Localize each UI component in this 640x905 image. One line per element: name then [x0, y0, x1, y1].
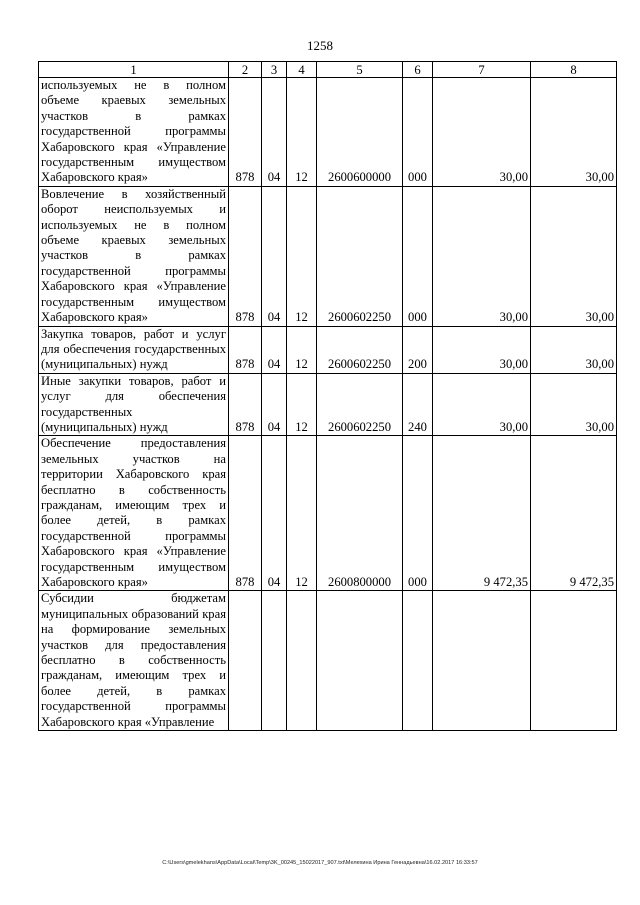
file-path-footer: C:\Users\gmelekhans\AppData\Local\Temp\3K_00245_15022017_907.txt\Мелехина Ирина Геннадьевна\16.02.2017 16:33:57 [162, 860, 478, 866]
cell-target-code: 2600602250 [317, 373, 403, 436]
cell-admin-code [229, 591, 262, 731]
header-row [39, 62, 617, 78]
column-header: 8 [531, 62, 617, 78]
cell-subsection: 12 [287, 78, 317, 187]
cell-section: 04 [262, 78, 287, 187]
column-header: 1 [39, 62, 229, 78]
cell-expense-type: 240 [403, 373, 433, 436]
cell-amount-2: 30,00 [531, 186, 617, 326]
cell-amount-1: 30,00 [433, 373, 531, 436]
cell-amount-2: 9 472,35 [531, 436, 617, 591]
cell-admin-code: 878 [229, 78, 262, 187]
cell-expense-type: 000 [403, 78, 433, 187]
cell-expense-type: 000 [403, 186, 433, 326]
cell-subsection: 12 [287, 326, 317, 373]
cell-amount-2: 30,00 [531, 326, 617, 373]
cell-section: 04 [262, 326, 287, 373]
cell-admin-code: 878 [229, 373, 262, 436]
column-header: 3 [262, 62, 287, 78]
column-header: 6 [403, 62, 433, 78]
cell-target-code: 2600602250 [317, 186, 403, 326]
cell-amount-2 [531, 591, 617, 731]
cell-amount-1: 30,00 [433, 78, 531, 187]
column-header: 4 [287, 62, 317, 78]
table-row [39, 436, 617, 591]
cell-subsection: 12 [287, 373, 317, 436]
cell-section [262, 591, 287, 731]
row-name: используемых не в полном объеме краевых земельных участков в рамках государственной программы Хабаровского края «Управление государственным имуществом Хабаровского края» [39, 78, 229, 187]
column-header: 7 [433, 62, 531, 78]
cell-expense-type [403, 591, 433, 731]
cell-section: 04 [262, 186, 287, 326]
cell-admin-code: 878 [229, 186, 262, 326]
cell-expense-type: 200 [403, 326, 433, 373]
column-header: 2 [229, 62, 262, 78]
cell-target-code [317, 591, 403, 731]
cell-amount-1 [433, 591, 531, 731]
cell-subsection: 12 [287, 436, 317, 591]
cell-target-code: 2600602250 [317, 326, 403, 373]
cell-expense-type: 000 [403, 436, 433, 591]
row-name: Вовлечение в хозяйственный оборот неиспользуемых и используемых не в полном объеме краевых земельных участков в рамках государственной программы Хабаровского края «Управление государственным имуществом Хабаровского края» [39, 186, 229, 326]
cell-amount-1: 30,00 [433, 326, 531, 373]
cell-admin-code: 878 [229, 326, 262, 373]
table-row [39, 326, 617, 373]
page-number: 1258 [307, 38, 333, 53]
row-name: Иные закупки товаров, работ и услуг для обеспечения государственных (муниципальных) нужд [39, 373, 229, 436]
table-row [39, 186, 617, 326]
row-name: Закупка товаров, работ и услуг для обеспечения государственных (муниципальных) нужд [39, 326, 229, 373]
row-name: Обеспечение предоставления земельных участков на территории Хабаровского края бесплатно в собственность гражданам, имеющим трех и более детей, в рамках государственной программы Хабаровского края «Управление государственным имуществом Хабаровского края» [39, 436, 229, 591]
cell-amount-1: 30,00 [433, 186, 531, 326]
cell-admin-code: 878 [229, 436, 262, 591]
column-header: 5 [317, 62, 403, 78]
cell-amount-2: 30,00 [531, 373, 617, 436]
cell-section: 04 [262, 436, 287, 591]
cell-target-code: 2600800000 [317, 436, 403, 591]
row-name: Субсидии бюджетам муниципальных образований края на формирование земельных участков для предоставления бесплатно в собственность гражданам, имеющим трех и более детей, в рамках государственной программы Хабаровского края «Управление [39, 591, 229, 731]
budget-table [38, 61, 617, 731]
cell-amount-2: 30,00 [531, 78, 617, 187]
table-row [39, 78, 617, 187]
cell-amount-1: 9 472,35 [433, 436, 531, 591]
cell-section: 04 [262, 373, 287, 436]
cell-subsection [287, 591, 317, 731]
table-row [39, 591, 617, 731]
cell-subsection: 12 [287, 186, 317, 326]
cell-target-code: 2600600000 [317, 78, 403, 187]
table-row [39, 373, 617, 436]
